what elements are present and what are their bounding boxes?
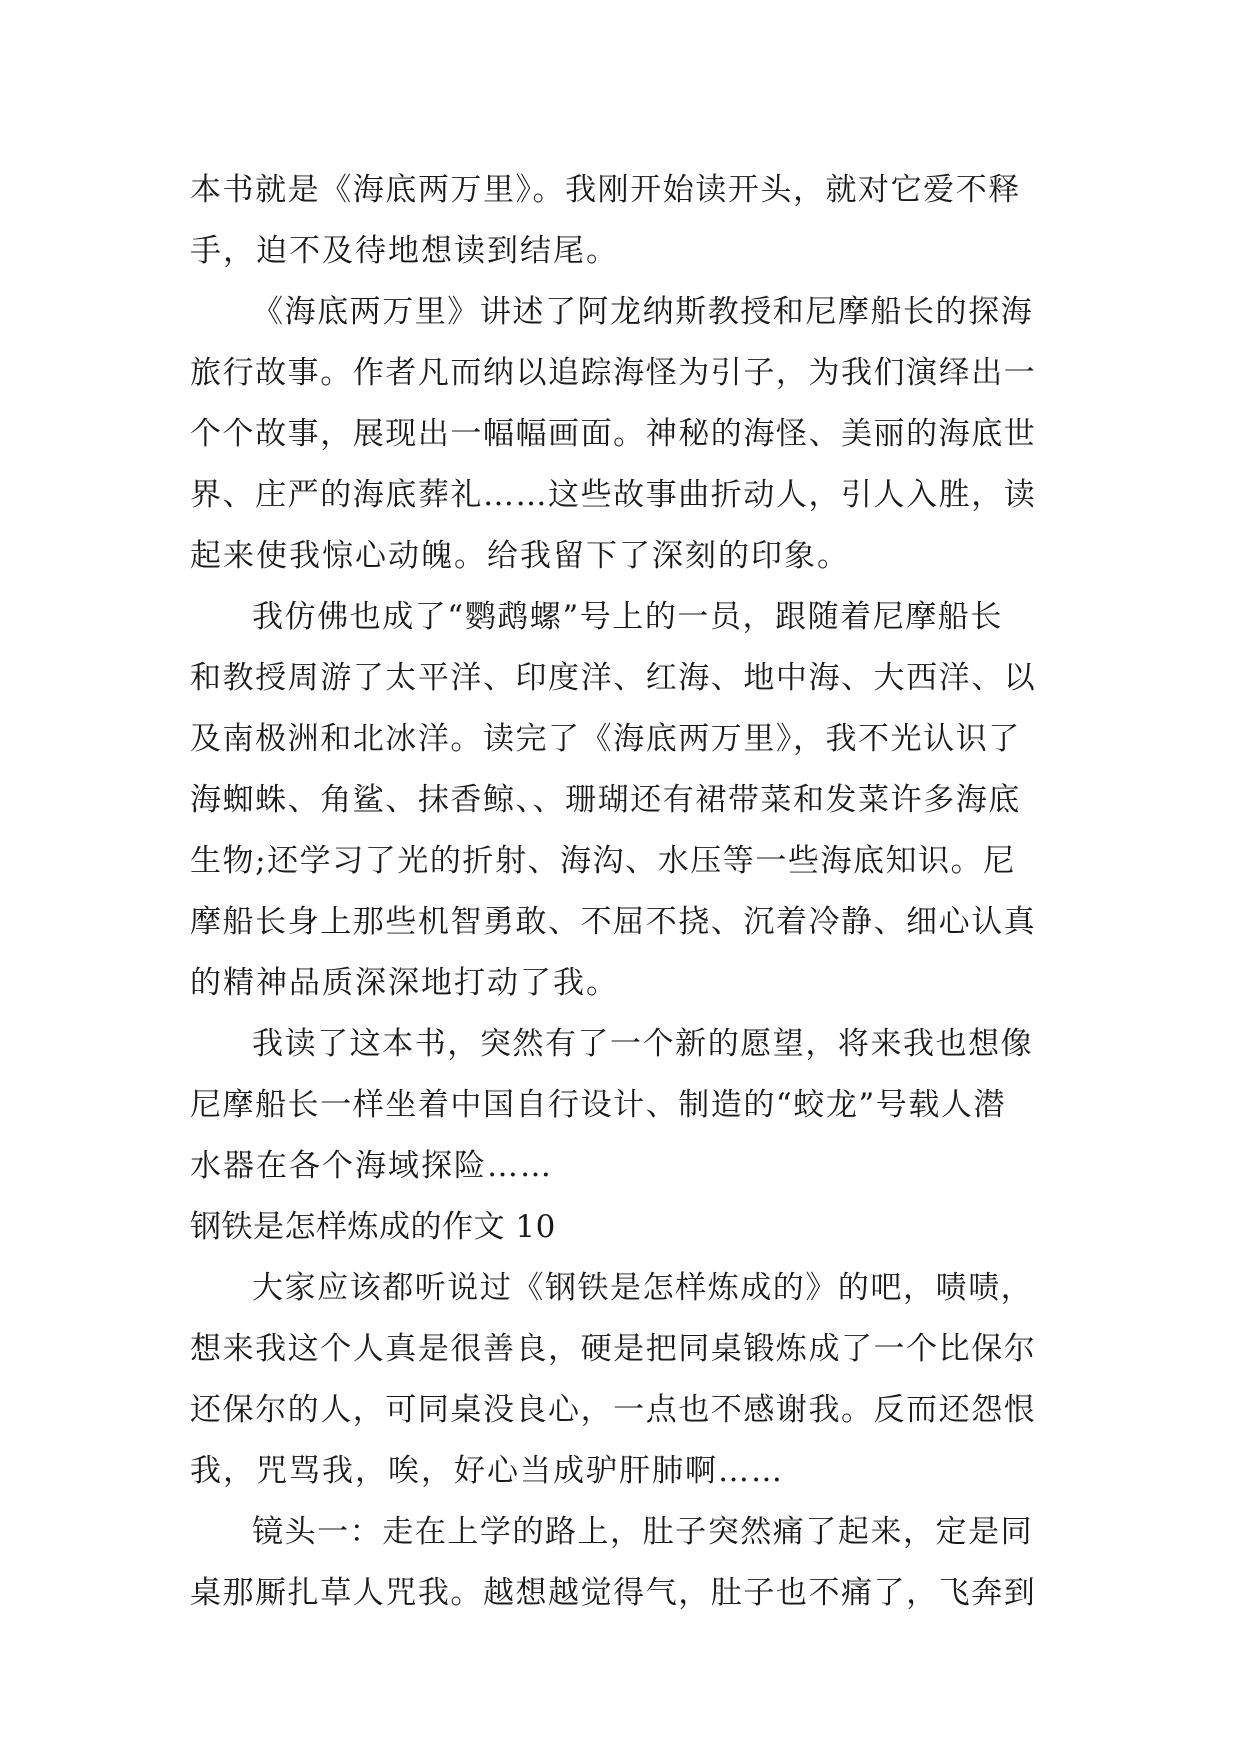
paragraph (190, 282, 1060, 587)
text-line: 大家应该都听说过《钢铁是怎样炼成的》的吧，啧啧， (252, 1270, 1034, 1306)
text-line: 手，迫不及待地想读到结尾。 (190, 233, 619, 269)
text-line: 起来使我惊心动魄。给我留下了深刻的印象。 (190, 538, 850, 574)
text-line: 的精神品质深深地打动了我。 (190, 965, 619, 1001)
text-line: 水器在各个海域探险…… (190, 1148, 553, 1184)
text-line: 旅行故事。作者凡而纳以追踪海怪为引子，为我们演绎出一 (190, 355, 1037, 391)
text-line: 我仿佛也成了“鹦鹉螺”号上的一员，跟随着尼摩船长 (252, 599, 1003, 635)
text-line: 摩船长身上那些机智勇敢、不屈不挠、沉着冷静、细心认真 (190, 904, 1037, 940)
text-line: 我读了这本书，突然有了一个新的愿望，将来我也想像 (252, 1026, 1034, 1062)
text-line: 镜头一：走在上学的路上，肚子突然痛了起来，定是同 (252, 1514, 1034, 1550)
text-line: 界、庄严的海底葬礼……这些故事曲折动人，引人入胜，读 (190, 477, 1037, 513)
paragraph (190, 160, 1060, 282)
text-line: 生物;还学习了光的折射、海沟、水压等一些海底知识。尼 (190, 843, 1016, 879)
text-line: 想来我这个人真是很善良，硬是把同桌锻炼成了一个比保尔 (190, 1331, 1037, 1367)
paragraph (190, 1502, 1060, 1624)
text-line: 《海底两万里》讲述了阿龙纳斯教授和尼摩船长的探海 (252, 294, 1034, 330)
section-title: 钢铁是怎样炼成的作文 10 (190, 1209, 556, 1245)
text-line: 我，咒骂我，唉，好心当成驴肝肺啊…… (190, 1453, 784, 1489)
paragraph (190, 1258, 1060, 1502)
text-line: 及南极洲和北冰洋。读完了《海底两万里》，我不光认识了 (190, 721, 1021, 757)
text-line: 海蜘蛛、角鲨、抹香鲸、、珊瑚还有裙带菜和发菜许多海底 (190, 782, 1021, 818)
text-line: 桌那厮扎草人咒我。越想越觉得气，肚子也不痛了，飞奔到 (190, 1575, 1037, 1611)
text-line: 还保尔的人，可同桌没良心，一点也不感谢我。反而还怨恨 (190, 1392, 1037, 1428)
paragraph (190, 587, 1060, 1014)
text-line: 和教授周游了太平洋、印度洋、红海、地中海、大西洋、以 (190, 660, 1037, 696)
text-line: 本书就是《海底两万里》。我刚开始读开头，就对它爱不释 (190, 172, 1021, 208)
document-body (190, 160, 1060, 1624)
text-line: 个个故事，展现出一幅幅画面。神秘的海怪、美丽的海底世 (190, 416, 1037, 452)
paragraph (190, 1014, 1060, 1197)
text-line: 尼摩船长一样坐着中国自行设计、制造的“蛟龙”号载人潜 (190, 1087, 1006, 1123)
